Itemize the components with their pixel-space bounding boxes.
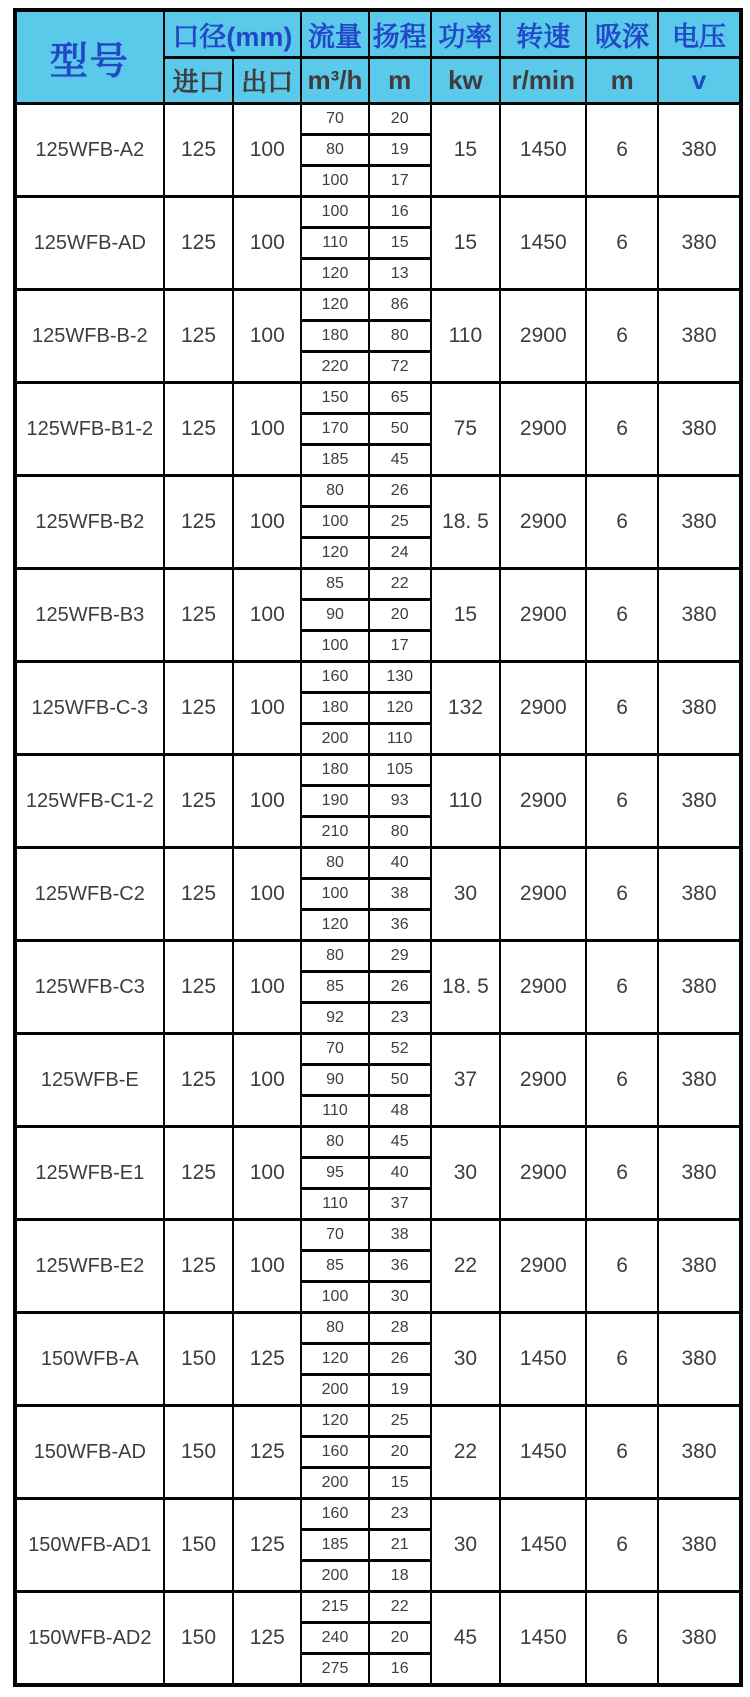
power-cell: 30 [431, 848, 501, 941]
head-cell: 36 [369, 910, 431, 941]
voltage-cell: 380 [658, 569, 741, 662]
head-cell: 26 [369, 972, 431, 1003]
flow-cell: 120 [301, 1344, 369, 1375]
power-cell: 45 [431, 1592, 501, 1686]
head-cell: 52 [369, 1034, 431, 1065]
speed-cell: 2900 [500, 662, 586, 755]
head-cell: 40 [369, 1158, 431, 1189]
head-cell: 45 [369, 1127, 431, 1158]
outlet-cell: 100 [233, 1220, 301, 1313]
flow-cell: 200 [301, 1468, 369, 1499]
power-cell: 30 [431, 1499, 501, 1592]
model-cell: 150WFB-A [15, 1313, 164, 1406]
head-cell: 15 [369, 1468, 431, 1499]
pump-row [15, 1499, 741, 1530]
model-cell: 125WFB-C3 [15, 941, 164, 1034]
suction-cell: 6 [586, 1313, 658, 1406]
power-cell: 22 [431, 1220, 501, 1313]
header-head: 扬程 [369, 10, 431, 58]
speed-cell: 2900 [500, 941, 586, 1034]
power-cell: 15 [431, 104, 501, 197]
voltage-cell: 380 [658, 755, 741, 848]
suction-cell: 6 [586, 1220, 658, 1313]
head-cell: 25 [369, 1406, 431, 1437]
flow-cell: 120 [301, 290, 369, 321]
suction-cell: 6 [586, 197, 658, 290]
outlet-cell: 100 [233, 476, 301, 569]
pump-row [15, 197, 741, 228]
flow-cell: 200 [301, 724, 369, 755]
head-cell: 24 [369, 538, 431, 569]
flow-cell: 70 [301, 1034, 369, 1065]
flow-cell: 170 [301, 414, 369, 445]
outlet-cell: 100 [233, 755, 301, 848]
inlet-cell: 125 [164, 848, 234, 941]
flow-cell: 185 [301, 445, 369, 476]
head-cell: 26 [369, 1344, 431, 1375]
head-cell: 13 [369, 259, 431, 290]
speed-cell: 2900 [500, 755, 586, 848]
speed-cell: 2900 [500, 476, 586, 569]
head-cell: 40 [369, 848, 431, 879]
pump-row [15, 1034, 741, 1065]
power-cell: 18. 5 [431, 476, 501, 569]
inlet-cell: 125 [164, 1220, 234, 1313]
head-cell: 80 [369, 321, 431, 352]
power-cell: 15 [431, 569, 501, 662]
model-cell: 125WFB-C-3 [15, 662, 164, 755]
speed-cell: 2900 [500, 848, 586, 941]
head-cell: 48 [369, 1096, 431, 1127]
suction-cell: 6 [586, 1406, 658, 1499]
head-cell: 17 [369, 631, 431, 662]
outlet-cell: 125 [233, 1313, 301, 1406]
model-cell: 125WFB-E2 [15, 1220, 164, 1313]
power-cell: 132 [431, 662, 501, 755]
flow-cell: 100 [301, 631, 369, 662]
table-header [15, 10, 741, 104]
head-cell: 22 [369, 569, 431, 600]
table-body [15, 104, 741, 1686]
speed-cell: 1450 [500, 1313, 586, 1406]
unit-head: m [369, 58, 431, 104]
suction-cell: 6 [586, 1127, 658, 1220]
power-cell: 110 [431, 755, 501, 848]
head-cell: 20 [369, 104, 431, 135]
model-cell: 125WFB-B3 [15, 569, 164, 662]
inlet-cell: 125 [164, 104, 234, 197]
flow-cell: 200 [301, 1561, 369, 1592]
flow-cell: 160 [301, 1499, 369, 1530]
power-cell: 30 [431, 1313, 501, 1406]
head-cell: 86 [369, 290, 431, 321]
head-cell: 26 [369, 476, 431, 507]
outlet-cell: 100 [233, 941, 301, 1034]
outlet-cell: 100 [233, 1127, 301, 1220]
header-suction: 吸深 [586, 10, 658, 58]
speed-cell: 2900 [500, 1220, 586, 1313]
flow-cell: 95 [301, 1158, 369, 1189]
model-cell: 125WFB-B2 [15, 476, 164, 569]
flow-cell: 210 [301, 817, 369, 848]
unit-flow: m³/h [301, 58, 369, 104]
suction-cell: 6 [586, 104, 658, 197]
head-cell: 37 [369, 1189, 431, 1220]
speed-cell: 1450 [500, 1406, 586, 1499]
inlet-cell: 125 [164, 569, 234, 662]
head-cell: 30 [369, 1282, 431, 1313]
pump-row [15, 1313, 741, 1344]
model-cell: 125WFB-E [15, 1034, 164, 1127]
voltage-cell: 380 [658, 662, 741, 755]
inlet-cell: 125 [164, 476, 234, 569]
pump-row [15, 1592, 741, 1623]
head-cell: 93 [369, 786, 431, 817]
inlet-cell: 125 [164, 1127, 234, 1220]
flow-cell: 85 [301, 569, 369, 600]
model-cell: 125WFB-AD [15, 197, 164, 290]
head-cell: 38 [369, 879, 431, 910]
model-cell: 125WFB-C2 [15, 848, 164, 941]
head-cell: 29 [369, 941, 431, 972]
flow-cell: 220 [301, 352, 369, 383]
speed-cell: 1450 [500, 1592, 586, 1686]
flow-cell: 92 [301, 1003, 369, 1034]
outlet-cell: 100 [233, 383, 301, 476]
flow-cell: 180 [301, 321, 369, 352]
outlet-cell: 100 [233, 662, 301, 755]
flow-cell: 80 [301, 476, 369, 507]
outlet-cell: 100 [233, 848, 301, 941]
model-cell: 150WFB-AD1 [15, 1499, 164, 1592]
voltage-cell: 380 [658, 1313, 741, 1406]
head-cell: 16 [369, 197, 431, 228]
model-cell: 150WFB-AD2 [15, 1592, 164, 1686]
voltage-cell: 380 [658, 1499, 741, 1592]
inlet-cell: 125 [164, 941, 234, 1034]
voltage-cell: 380 [658, 848, 741, 941]
voltage-cell: 380 [658, 290, 741, 383]
inlet-cell: 150 [164, 1313, 234, 1406]
voltage-cell: 380 [658, 1034, 741, 1127]
outlet-cell: 125 [233, 1499, 301, 1592]
flow-cell: 80 [301, 1313, 369, 1344]
inlet-cell: 150 [164, 1499, 234, 1592]
inlet-cell: 125 [164, 197, 234, 290]
flow-cell: 120 [301, 538, 369, 569]
speed-cell: 1450 [500, 197, 586, 290]
head-cell: 105 [369, 755, 431, 786]
suction-cell: 6 [586, 941, 658, 1034]
flow-cell: 160 [301, 1437, 369, 1468]
power-cell: 75 [431, 383, 501, 476]
voltage-cell: 380 [658, 1220, 741, 1313]
flow-cell: 150 [301, 383, 369, 414]
power-cell: 110 [431, 290, 501, 383]
model-cell: 125WFB-E1 [15, 1127, 164, 1220]
model-cell: 125WFB-B-2 [15, 290, 164, 383]
pump-row [15, 383, 741, 414]
pump-row [15, 662, 741, 693]
suction-cell: 6 [586, 755, 658, 848]
flow-cell: 110 [301, 1189, 369, 1220]
flow-cell: 160 [301, 662, 369, 693]
head-cell: 23 [369, 1499, 431, 1530]
power-cell: 22 [431, 1406, 501, 1499]
head-cell: 20 [369, 1623, 431, 1654]
suction-cell: 6 [586, 848, 658, 941]
pump-spec-table [13, 8, 743, 1687]
head-cell: 20 [369, 1437, 431, 1468]
head-cell: 22 [369, 1592, 431, 1623]
flow-cell: 100 [301, 166, 369, 197]
head-cell: 25 [369, 507, 431, 538]
flow-cell: 100 [301, 507, 369, 538]
head-cell: 130 [369, 662, 431, 693]
head-cell: 80 [369, 817, 431, 848]
voltage-cell: 380 [658, 104, 741, 197]
model-cell: 125WFB-C1-2 [15, 755, 164, 848]
suction-cell: 6 [586, 383, 658, 476]
pump-row [15, 1406, 741, 1437]
voltage-cell: 380 [658, 197, 741, 290]
flow-cell: 80 [301, 135, 369, 166]
head-cell: 19 [369, 135, 431, 166]
head-cell: 17 [369, 166, 431, 197]
flow-cell: 85 [301, 972, 369, 1003]
flow-cell: 70 [301, 104, 369, 135]
inlet-cell: 125 [164, 290, 234, 383]
header-power: 功率 [431, 10, 501, 58]
flow-cell: 90 [301, 1065, 369, 1096]
head-cell: 72 [369, 352, 431, 383]
flow-cell: 110 [301, 1096, 369, 1127]
voltage-cell: 380 [658, 476, 741, 569]
flow-cell: 120 [301, 259, 369, 290]
flow-cell: 180 [301, 755, 369, 786]
model-cell: 150WFB-AD [15, 1406, 164, 1499]
pump-row [15, 104, 741, 135]
speed-cell: 1450 [500, 1499, 586, 1592]
voltage-cell: 380 [658, 1592, 741, 1686]
outlet-cell: 125 [233, 1592, 301, 1686]
suction-cell: 6 [586, 1034, 658, 1127]
unit-power: kw [431, 58, 501, 104]
outlet-cell: 100 [233, 569, 301, 662]
head-cell: 36 [369, 1251, 431, 1282]
inlet-cell: 125 [164, 383, 234, 476]
pump-row [15, 941, 741, 972]
pump-row [15, 1220, 741, 1251]
head-cell: 19 [369, 1375, 431, 1406]
header-outlet: 出口 [233, 58, 301, 104]
head-cell: 65 [369, 383, 431, 414]
inlet-cell: 125 [164, 1034, 234, 1127]
outlet-cell: 100 [233, 104, 301, 197]
head-cell: 28 [369, 1313, 431, 1344]
flow-cell: 80 [301, 941, 369, 972]
unit-suction: m [586, 58, 658, 104]
head-cell: 23 [369, 1003, 431, 1034]
suction-cell: 6 [586, 662, 658, 755]
flow-cell: 80 [301, 848, 369, 879]
flow-cell: 100 [301, 1282, 369, 1313]
flow-cell: 110 [301, 228, 369, 259]
speed-cell: 2900 [500, 1034, 586, 1127]
flow-cell: 185 [301, 1530, 369, 1561]
outlet-cell: 100 [233, 197, 301, 290]
voltage-cell: 380 [658, 383, 741, 476]
inlet-cell: 150 [164, 1406, 234, 1499]
flow-cell: 100 [301, 197, 369, 228]
flow-cell: 85 [301, 1251, 369, 1282]
header-model: 型号 [15, 10, 164, 104]
suction-cell: 6 [586, 476, 658, 569]
suction-cell: 6 [586, 1499, 658, 1592]
header-inlet: 进口 [164, 58, 234, 104]
speed-cell: 2900 [500, 569, 586, 662]
header-speed: 转速 [500, 10, 586, 58]
header-voltage: 电压 [658, 10, 741, 58]
header-diameter: 口径(mm) [164, 10, 302, 58]
power-cell: 37 [431, 1034, 501, 1127]
flow-cell: 180 [301, 693, 369, 724]
model-cell: 125WFB-A2 [15, 104, 164, 197]
outlet-cell: 125 [233, 1406, 301, 1499]
flow-cell: 120 [301, 910, 369, 941]
head-cell: 110 [369, 724, 431, 755]
suction-cell: 6 [586, 1592, 658, 1686]
head-cell: 50 [369, 414, 431, 445]
flow-cell: 90 [301, 600, 369, 631]
power-cell: 30 [431, 1127, 501, 1220]
voltage-cell: 380 [658, 1406, 741, 1499]
head-cell: 15 [369, 228, 431, 259]
suction-cell: 6 [586, 290, 658, 383]
head-cell: 21 [369, 1530, 431, 1561]
head-cell: 120 [369, 693, 431, 724]
flow-cell: 275 [301, 1654, 369, 1686]
speed-cell: 2900 [500, 1127, 586, 1220]
pump-row [15, 476, 741, 507]
pump-row [15, 290, 741, 321]
voltage-cell: 380 [658, 941, 741, 1034]
flow-cell: 200 [301, 1375, 369, 1406]
inlet-cell: 125 [164, 662, 234, 755]
model-cell: 125WFB-B1-2 [15, 383, 164, 476]
flow-cell: 215 [301, 1592, 369, 1623]
flow-cell: 100 [301, 879, 369, 910]
speed-cell: 1450 [500, 104, 586, 197]
pump-row [15, 755, 741, 786]
flow-cell: 120 [301, 1406, 369, 1437]
head-cell: 18 [369, 1561, 431, 1592]
suction-cell: 6 [586, 569, 658, 662]
speed-cell: 2900 [500, 383, 586, 476]
header-row-labels [15, 10, 741, 58]
pump-row [15, 848, 741, 879]
head-cell: 20 [369, 600, 431, 631]
unit-speed: r/min [500, 58, 586, 104]
pump-row [15, 569, 741, 600]
pump-row [15, 1127, 741, 1158]
speed-cell: 2900 [500, 290, 586, 383]
inlet-cell: 125 [164, 755, 234, 848]
flow-cell: 190 [301, 786, 369, 817]
head-cell: 16 [369, 1654, 431, 1686]
header-flow: 流量 [301, 10, 369, 58]
voltage-cell: 380 [658, 1127, 741, 1220]
outlet-cell: 100 [233, 290, 301, 383]
unit-voltage: v [658, 58, 741, 104]
power-cell: 18. 5 [431, 941, 501, 1034]
head-cell: 38 [369, 1220, 431, 1251]
head-cell: 50 [369, 1065, 431, 1096]
flow-cell: 70 [301, 1220, 369, 1251]
power-cell: 15 [431, 197, 501, 290]
flow-cell: 240 [301, 1623, 369, 1654]
outlet-cell: 100 [233, 1034, 301, 1127]
flow-cell: 80 [301, 1127, 369, 1158]
inlet-cell: 150 [164, 1592, 234, 1686]
head-cell: 45 [369, 445, 431, 476]
